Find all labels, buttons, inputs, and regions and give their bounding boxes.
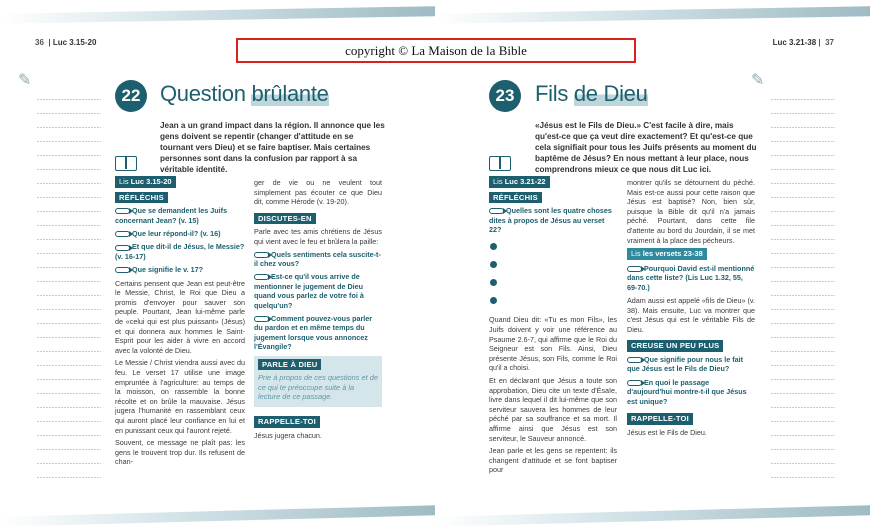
lesson-number-badge: 23 xyxy=(489,80,521,112)
left-column-2 xyxy=(254,178,382,443)
notes-lines xyxy=(770,86,835,486)
arrow-icon xyxy=(115,208,130,214)
arrow-icon xyxy=(115,231,130,237)
question: Que leur répond-il? (v. 16) xyxy=(115,229,245,238)
question: Et que dit-il de Jésus, le Messie? (v. 16-17) xyxy=(115,242,245,261)
question: Pourquoi David est-il mentionné dans cette liste? (Lis Luc 1.32, 55, 69-70.) xyxy=(627,263,755,292)
question: Que se demandent les Juifs concernant Jean? (v. 15) xyxy=(115,206,228,225)
question: Quelles sont les quatre choses dites à propos de Jésus au verset 22? xyxy=(489,206,612,234)
arrow-icon xyxy=(627,266,642,272)
answer-bullet xyxy=(490,261,497,268)
title-text: Fils xyxy=(535,81,574,106)
read-label: Lis Luc 3.21-22 xyxy=(489,176,550,188)
arrow-icon xyxy=(489,208,504,214)
rappelle-text: Jésus jugera chacun. xyxy=(254,430,322,440)
title-highlight: brûlante xyxy=(251,81,329,106)
arrow-icon xyxy=(115,245,130,251)
body-paragraph: Quand Dieu dit: «Tu es mon Fils», les Juifs doivent y voir une référence au Psaume 2.6-7, qui affirme que le Roi du Seigneur est son Fils. Ainsi, Dieu présente Jésus, son Fils, comme le Roi qu'il a choisi. xyxy=(489,315,617,373)
title-text: Question xyxy=(160,81,252,106)
creuse-tag: CREUSE UN PEU PLUS xyxy=(627,340,723,352)
lesson-number-badge: 22 xyxy=(115,80,147,112)
prayer-text: Prie à propos de ces questions et de ce qui te préoccupe suite à la lecture de ce passage. xyxy=(258,373,378,402)
copyright-banner: copyright © La Maison de la Bible xyxy=(236,38,636,63)
right-column-2 xyxy=(627,178,755,440)
body-paragraph: Le Messie / Christ viendra aussi avec du feu. Le verset 17 utilise une image empruntée à l'agriculture: au temps de la moisson, on rassemble la bonne récolte et on brûle la mauvaise. Jésus jugera l'humanité en rassemblant ceux qui auront placé leur confiance en lui et en punissant ceux qui l'auront rejeté. xyxy=(115,358,245,435)
read-label: Lis les versets 23-38 xyxy=(627,248,707,260)
body-paragraph: ger de vie ou ne veulent tout simplement pas écouter ce que Dieu dit, comme Hérode (v. 19-20). xyxy=(254,178,382,207)
body-paragraph: Parle avec tes amis chrétiens de Jésus qui vient avec le feu et brûlera la paille: xyxy=(254,227,382,246)
top-decor-band xyxy=(0,6,435,24)
answer-bullet xyxy=(490,279,497,286)
body-paragraph: Souvent, ce message ne plaît pas: les gens le trouvent trop dur. Ils refusent de chan- xyxy=(115,438,245,467)
notes-lines xyxy=(36,86,101,486)
page-reference: Luc 3.21-38 xyxy=(772,38,817,47)
right-page xyxy=(435,0,870,529)
lesson-title xyxy=(160,81,329,107)
right-column-1 xyxy=(489,176,617,478)
intro-text: Jean a un grand impact dans la région. Il annonce que les gens doivent se repentir (changer d'attitude en se tournant vers Dieu) et se faire baptiser. Mais certaines personnes sont dans la confusion par rapport à sa véritable identité. xyxy=(160,121,385,174)
bottom-decor-band xyxy=(0,505,435,526)
arrow-icon xyxy=(627,380,642,386)
arrow-icon xyxy=(254,252,269,258)
answer-bullet xyxy=(490,297,497,304)
body-paragraph: Adam aussi est appelé «fils de Dieu» (v. 38). Mais ensuite, Luc va montrer que c'est Jésus qui est le véritable Fils de Dieu. xyxy=(627,295,755,334)
rappelle-tag: RAPPELLE-TOI xyxy=(627,413,693,425)
book-icon xyxy=(489,156,511,171)
body-paragraph: Certains pensent que Jean est peut-être le Messie, Christ, le Roi que Dieu a promis d'envoyer pour sauver son peuple. Pourtant, Jean lui-même parle de «celui qui est plus puissant» (Jésus) et qui donnera aux hommes le Saint-Esprit pour les aider à vivre en accord avec la volonté de Dieu. xyxy=(115,278,245,355)
prayer-box xyxy=(254,356,382,407)
body-paragraph: Et en déclarant que Jésus a toute son approbation, Dieu cite un texte d'Ésaïe, livre dans lequel il dit lui-même que son serviteur sauvera les hommes de leur péché par sa souffrance et sa mort. Il affirme ainsi que Jésus est son serviteur, le Sauveur annoncé. xyxy=(489,375,617,443)
discutes-tag: DISCUTES-EN xyxy=(254,213,316,225)
arrow-icon xyxy=(254,316,269,322)
arrow-icon xyxy=(627,357,642,363)
reflechis-tag: RÉFLÉCHIS xyxy=(489,192,542,204)
pencil-icon: ✎ xyxy=(18,72,32,89)
rappelle-text: Jésus est le Fils de Dieu. xyxy=(627,427,707,437)
body-paragraph: montrer qu'ils se détournent du péché. Mais est-ce aussi pour cette raison que Jésus est baptisé? Non, bien sûr, puisque la Bible dit qu'il n'a jamais péché. Pourtant, dans cette file d'attente au bord du Jourdain, il se met vraiment à la place des pécheurs. xyxy=(627,178,755,245)
rappelle-tag: RAPPELLE-TOI xyxy=(254,416,320,428)
read-label: Lis Luc 3.15-20 xyxy=(115,176,176,188)
body-paragraph: Jean parle et les gens se repentent: ils changent d'attitude et se font baptiser pour xyxy=(489,446,617,475)
page-reference: Luc 3.15-20 xyxy=(52,38,97,47)
bottom-decor-band xyxy=(435,505,870,526)
question: Comment pouvez-vous parler du pardon et en même temps du jugement lorsque vous annoncez l'Évangile? xyxy=(254,314,373,352)
book-icon xyxy=(115,156,137,171)
page-header: 36 | Luc 3.15-20 xyxy=(35,38,97,47)
arrow-icon xyxy=(115,267,130,273)
question: En quoi le passage d'aujourd'hui montre-t-il que Jésus est unique? xyxy=(627,377,747,406)
left-column-1 xyxy=(115,176,245,470)
answer-bullet xyxy=(490,243,497,250)
question: Que signifie pour nous le fait que Jésus est le Fils de Dieu? xyxy=(627,354,744,374)
top-decor-band xyxy=(435,6,870,24)
arrow-icon xyxy=(254,274,269,280)
page-number: 37 xyxy=(825,38,834,47)
question: Est-ce qu'il vous arrive de mentionner le jugement de Dieu quand vous parlez de votre foi à quelqu'un? xyxy=(254,272,364,310)
pencil-icon: ✎ xyxy=(751,72,765,89)
lesson-title xyxy=(535,81,648,107)
page-header: Luc 3.21-38 | 37 xyxy=(772,38,834,47)
parle-tag: PARLE À DIEU xyxy=(258,359,321,371)
title-highlight: de Dieu xyxy=(573,81,648,106)
question: Que signifie le v. 17? xyxy=(115,265,245,274)
question: Quels sentiments cela suscite-t-il chez vous? xyxy=(254,249,381,268)
page-number: 36 xyxy=(35,38,44,47)
reflechis-tag: RÉFLÉCHIS xyxy=(115,192,168,204)
intro-text: «Jésus est le Fils de Dieu.» C'est facile à dire, mais qu'est-ce que ça veut dire exactement? Et qu'est-ce que cela signifiait pour tous les Juifs présents au moment du baptême de Jésus? En nous mettant à leur place, nous comprendrons mieux ce que nous dit Luc ici. xyxy=(535,121,757,174)
